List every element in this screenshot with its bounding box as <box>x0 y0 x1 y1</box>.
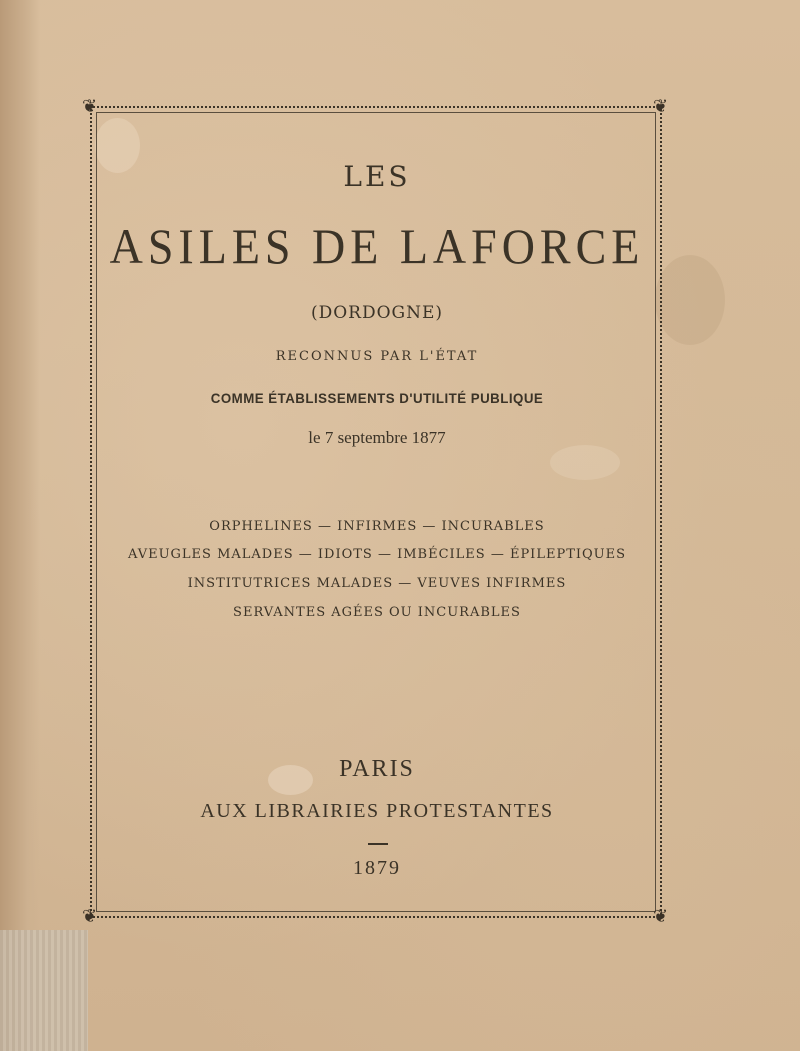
main-title: ASILES DE LAFORCE <box>109 218 645 275</box>
department: (DORDOGNE) <box>310 303 444 323</box>
corner-ornament-icon: ❦ <box>653 96 669 117</box>
date-line: le 7 septembre 1877 <box>308 428 446 447</box>
beneficiary-line: SERVANTES AGÉES OU INCURABLES <box>233 605 521 620</box>
title-article: LES <box>343 160 411 193</box>
corner-ornament-icon: ❦ <box>82 96 98 117</box>
library-label-patch <box>0 930 88 1051</box>
publisher: AUX LIBRAIRIES PROTESTANTES <box>200 800 554 822</box>
corner-ornament-icon: ❦ <box>82 906 98 927</box>
status-line: COMME ÉTABLISSEMENTS D'UTILITÉ PUBLIQUE <box>210 390 544 406</box>
beneficiary-line: INSTITUTRICES MALADES — VEUVES INFIRMES <box>187 576 567 591</box>
publication-city: PARIS <box>339 756 415 782</box>
worn-left-edge <box>0 0 40 1051</box>
beneficiary-line: ORPHELINES — INFIRMES — INCURABLES <box>209 519 545 534</box>
separator-rule <box>368 843 388 845</box>
recognition-line: RECONNUS PAR L'ÉTAT <box>275 349 479 364</box>
beneficiary-line: AVEUGLES MALADES — IDIOTS — IMBÉCILES — ÉPILEPTIQUES <box>127 547 627 562</box>
publication-year: 1879 <box>353 857 401 879</box>
corner-ornament-icon: ❦ <box>653 906 669 927</box>
